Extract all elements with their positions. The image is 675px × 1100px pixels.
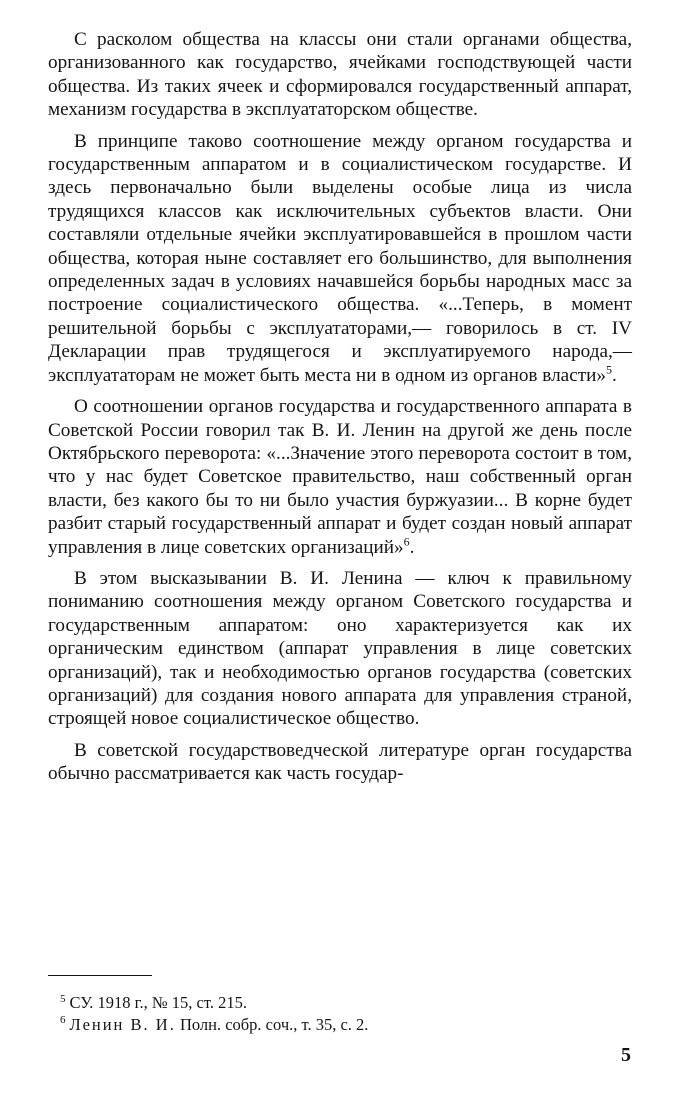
paragraph-1	[48, 28, 632, 122]
footnote-separator	[48, 975, 152, 976]
footnote-ref-6[interactable]: 6	[403, 534, 410, 549]
paragraph-5	[48, 739, 632, 786]
paragraph-4	[48, 567, 632, 731]
paragraph-2-tail: .	[611, 364, 617, 386]
footnote-5	[60, 992, 620, 1014]
footnote-6	[60, 1014, 620, 1036]
paragraph-5-text: В советской государствоведческой литературе орган государства обычно рассматривается как часть государ-	[48, 739, 632, 785]
paragraph-3-text: О соотношении органов государства и государственного аппарата в Советской России говорил так В. И. Ленин на другой же день после Октябрьского переворота: «...Значение этого переворота состоит в том, что у нас будет Советское правительство, наш собственный орган власти, без какого бы то ни было участия буржуазии... В корне будет разбит старый государственный аппарат и будет создан новый аппарат управления в лице советских организаций»	[48, 396, 632, 558]
paragraph-3-tail: .	[409, 536, 415, 558]
page-body	[48, 28, 632, 794]
footnote-6-author: Ленин В. И.	[69, 1014, 176, 1034]
footnotes	[60, 992, 620, 1035]
footnote-5-text: СУ. 1918 г., № 15, ст. 215.	[69, 993, 247, 1012]
paragraph-4-text: В этом высказывании В. И. Ленина — ключ к правильному пониманию соотношения между органом Советского государства и государственным аппаратом: оно характеризуется как их органическим единством (аппарат управления в лице советских организаций), так и необходимостью органов государства (советских организаций) для создания нового аппарата для управления страной, строящей новое социалистическое общество.	[48, 567, 632, 730]
paragraph-2	[48, 130, 632, 387]
paragraph-1-text: С расколом общества на классы они стали органами общества, организованного как государство, ячейками господствующей части общества. Из таких ячеек и сформировался государственный аппарат, механизм государства в эксплуататорском обществе.	[48, 29, 632, 121]
footnote-ref-5[interactable]: 5	[605, 362, 612, 377]
footnote-6-mark: 6	[60, 1014, 66, 1026]
page-number: 5	[621, 1044, 631, 1066]
footnote-5-mark: 5	[60, 992, 66, 1005]
paragraph-3	[48, 395, 632, 559]
footnote-6-text: Полн. собр. соч., т. 35, с. 2.	[175, 1014, 369, 1034]
paragraph-2-text: В принципе таково соотношение между органом государства и государственным аппаратом и в социалистическом государстве. И здесь первоначально были выделены особые лица из числа трудящихся классов как исключительных субъектов власти. Они составляли отдельные ячейки эксплуатировавшейся в прошлом части общества, которая ныне составляет его большинство, для выполнения определенных задач в условиях начавшейся борьбы народных масс за построение социалистического общества. «...Теперь, в момент решительной борьбы с эксплуататорами,— говорилось в ст. IV Декларации прав трудящегося и эксплуатируемого народа,— эксплуататорам не может быть места ни в одном из органов власти»	[48, 130, 632, 386]
